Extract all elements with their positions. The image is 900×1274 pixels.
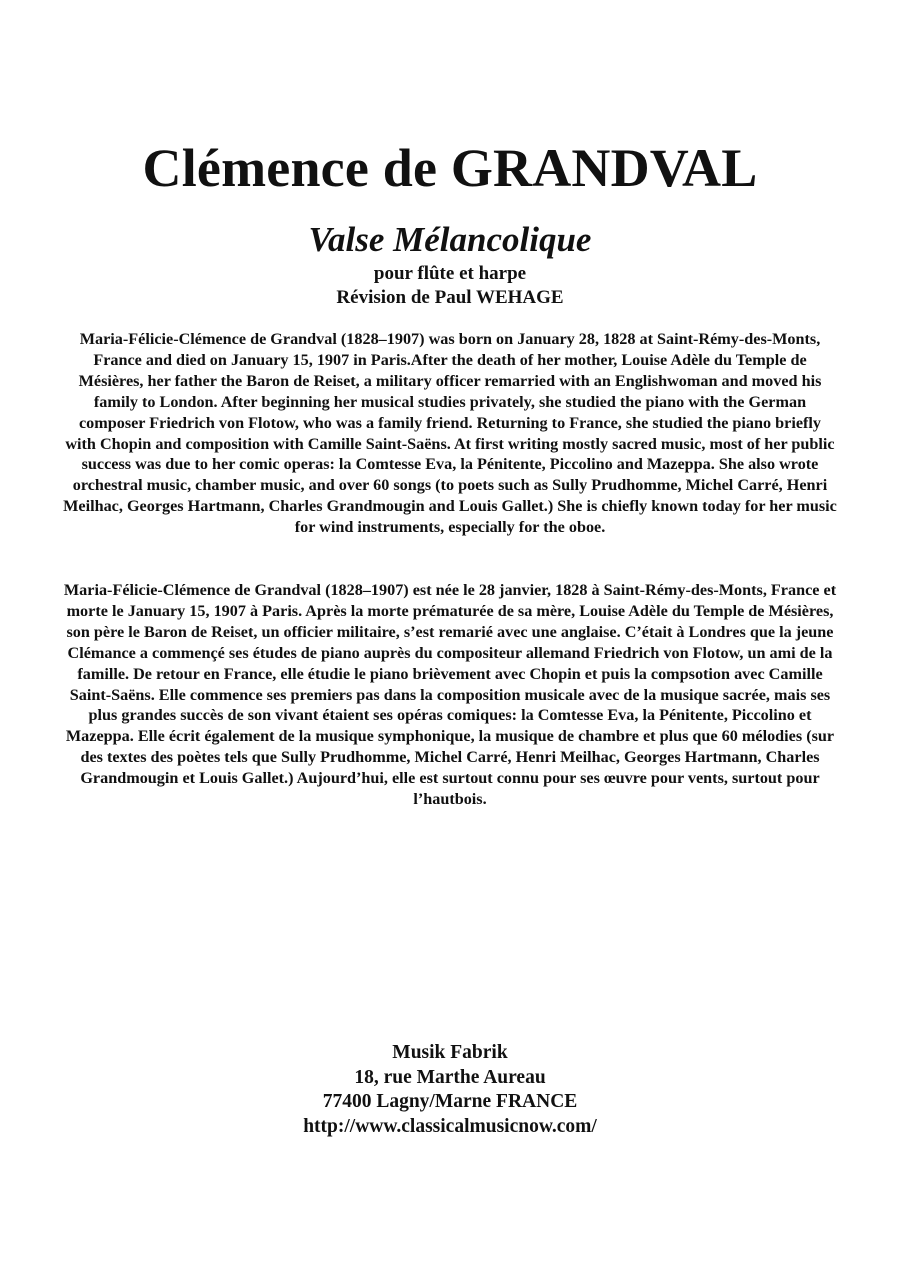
- biography-english: Maria-Félicie-Clémence de Grandval (1828–1907) was born on January 28, 1828 at Saint-Rémy-des-Monts, France and died on January 15, 1907 in Paris.After the death of her mother, Louise Adèle du Temple de Mésières, her father the Baron de Reiset, a military officer remarried with an Englishwoman and moved his family to London. After beginning her musical studies privately, she studied the piano with the German composer Friedrich von Flotow, who was a family friend. Returning to France, she studied the piano briefly with Chopin and composition with Camille Saint-Saëns. At first writing mostly sacred music, most of her public success was due to her comic operas: la Comtesse Eva, la Pénitente, Piccolino and Mazeppa. She also wrote orchestral music, chamber music, and over 60 songs (to poets such as Sully Prudhomme, Michel Carré, Henri Meilhac, Georges Hartmann, Charles Grandmougin and Louis Gallet.) She is chiefly known today for her music for wind instruments, especially for the oboe.: [63, 330, 837, 537]
- publisher-address: [0, 1041, 900, 1139]
- publisher-city: 77400 Lagny/Marne FRANCE: [322, 1091, 578, 1112]
- composer-name: Clémence de GRANDVAL: [142, 138, 758, 198]
- biography-french: Maria-Félicie-Clémence de Grandval (1828–1907) est née le 28 janvier, 1828 à Saint-Rémy-des-Monts, France et morte le January 15, 1907 à Paris. Après la morte prématurée de sa mère, Louise Adèle du Temple de Mésières, son père le Baron de Reiset, un officier militaire, s’est remarié avec une anglaise. C’était à Londres que la jeune Clémance a commençé ses études de piano auprès du compositeur allemand Friedrich von Flotow, un ami de la famille. De retour en France, elle étudie le piano brièvement avec Chopin et puis la compsotion avec Camille Saint-Saëns. Elle commence ses premiers pas dans la composition musicale avec de la musique sacrée, mais ses plus grandes succès de son vivant étaient ses opéras comiques: la Comtesse Eva, la Pénitente, Piccolino et Mazeppa. Elle écrit également de la musique symphonique, la musique de chambre et plus que 60 mélodies (sur des textes des poètes tels que Sully Prudhomme, Michel Carré, Henri Meilhac, Georges Hartmann, Charles Grandmougin et Louis Gallet.) Aujourd’hui, elle est surtout connu pour ses œuvre pour vents, surtout pour l’hautbois.: [63, 581, 837, 809]
- publisher-name: Musik Fabrik: [392, 1042, 508, 1063]
- publisher-url: http://www.classicalmusicnow.com/: [303, 1115, 597, 1137]
- publisher-street: 18, rue Marthe Aureau: [354, 1066, 546, 1088]
- work-title: Valse Mélancolique: [308, 220, 592, 259]
- instrumentation: pour flûte et harpe: [373, 263, 527, 284]
- revision-credit: Révision de Paul WEHAGE: [336, 287, 564, 308]
